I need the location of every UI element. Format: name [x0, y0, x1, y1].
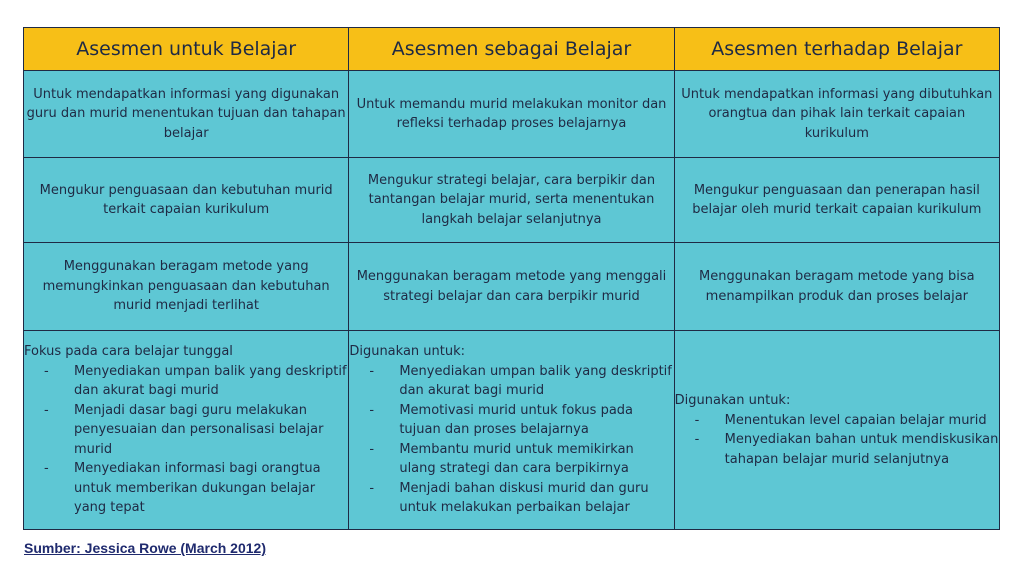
table-cell: Mengukur strategi belajar, cara berpikir dan tantangan belajar murid, serta menentukan langkah belajar selanjutnya [349, 158, 674, 243]
list-item-text: Menyediakan informasi bagi orangtua untuk memberikan dukungan belajar yang tepat [74, 461, 321, 516]
usage-cell-for-learning [24, 331, 349, 530]
header-assessment-as-learning: Asesmen sebagai Belajar [349, 28, 674, 71]
dash-bullet: - [369, 402, 375, 418]
table-cell: Untuk mendapatkan informasi yang digunakan guru dan murid menentukan tujuan dan tahapan belajar [24, 71, 349, 158]
dash-bullet: - [44, 461, 49, 477]
usage-cell-of-learning [674, 331, 999, 530]
assessment-table [23, 27, 1000, 530]
list-item-text: Membantu murid untuk memikirkan ulang strategi dan cara berpikirnya [399, 441, 634, 477]
table-cell: Menggunakan beragam metode yang bisa menampilkan produk dan proses belajar [674, 243, 999, 331]
table-cell: Untuk memandu murid melakukan monitor dan refleksi terhadap proses belajarnya [349, 71, 674, 158]
list-item [349, 362, 673, 401]
dash-bullet: - [44, 402, 49, 418]
list-item [24, 401, 348, 460]
dash-bullet: - [369, 363, 375, 379]
table-row-method [24, 243, 1000, 331]
source-citation: Sumber: Jessica Rowe (March 2012) [24, 540, 266, 556]
table-cell: Mengukur penguasaan dan penerapan hasil belajar oleh murid terkait capaian kurikulum [674, 158, 999, 243]
list-item-text: Memotivasi murid untuk fokus pada tujuan dan proses belajarnya [399, 402, 634, 438]
usage-intro: Fokus pada cara belajar tunggal [24, 344, 233, 360]
usage-intro: Digunakan untuk: [349, 344, 466, 360]
header-assessment-for-learning: Asesmen untuk Belajar [24, 28, 349, 71]
list-item [675, 411, 999, 431]
usage-cell-as-learning [349, 331, 674, 530]
dash-bullet: - [369, 441, 375, 457]
table-cell: Menggunakan beragam metode yang memungkinkan penguasaan dan kebutuhan murid menjadi terlihat [24, 243, 349, 331]
dash-bullet: - [44, 363, 49, 379]
table-cell: Untuk mendapatkan informasi yang dibutuhkan orangtua dan pihak lain terkait capaian kurikulum [674, 71, 999, 158]
usage-list [675, 411, 999, 470]
list-item-text: Menyediakan umpan balik yang deskriptif dan akurat bagi murid [399, 363, 672, 399]
list-item [24, 362, 348, 401]
table-cell: Mengukur penguasaan dan kebutuhan murid terkait capaian kurikulum [24, 158, 349, 243]
header-row [24, 28, 1000, 71]
list-item [349, 440, 673, 479]
usage-list [24, 362, 348, 518]
list-item [24, 459, 348, 518]
usage-list [349, 362, 673, 518]
header-assessment-of-learning: Asesmen terhadap Belajar [674, 28, 999, 71]
table-row-purpose [24, 71, 1000, 158]
table-row-measure [24, 158, 1000, 243]
table-cell: Menggunakan beragam metode yang menggali strategi belajar dan cara berpikir murid [349, 243, 674, 331]
list-item-text: Menjadi bahan diskusi murid dan guru untuk melakukan perbaikan belajar [399, 480, 649, 516]
dash-bullet: - [694, 412, 700, 428]
usage-intro: Digunakan untuk: [674, 393, 791, 408]
list-item [349, 479, 673, 518]
list-item-text: Menyediakan umpan balik yang deskriptif dan akurat bagi murid [74, 363, 347, 399]
list-item [675, 430, 999, 469]
dash-bullet: - [694, 432, 700, 447]
list-item [349, 401, 673, 440]
table-row-usage [24, 331, 1000, 530]
list-item-text: Menyediakan bahan untuk mendiskusikan tahapan belajar murid selanjutnya [724, 432, 999, 467]
list-item-text: Menentukan level capaian belajar murid [724, 412, 987, 428]
list-item-text: Menjadi dasar bagi guru melakukan penyesuaian dan personalisasi belajar murid [74, 402, 324, 457]
dash-bullet: - [369, 480, 375, 496]
